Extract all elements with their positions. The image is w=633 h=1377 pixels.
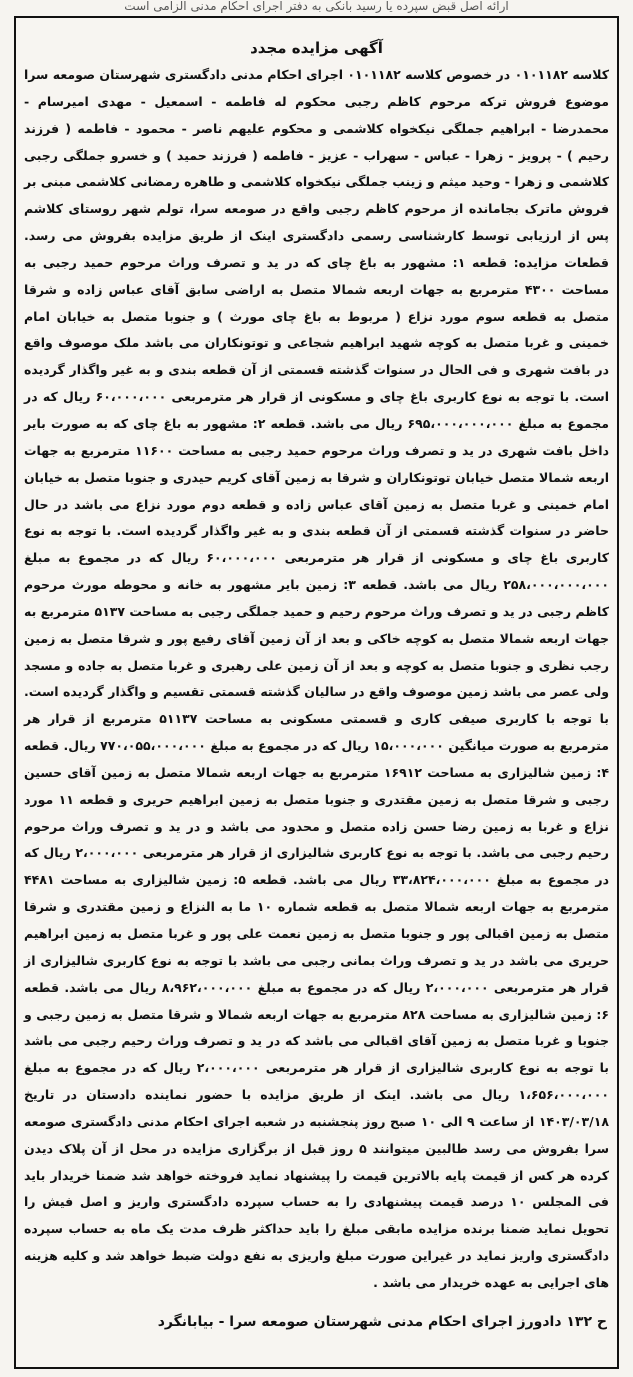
notice-body: کلاسه ۰۱۰۱۱۸۲ در خصوص کلاسه ۰۱۰۱۱۸۲ اجرای احکام مدنی دادگستری شهرستان صومعه سرا موضوع فروش ترکه مرحوم کاظم رجبی محکوم له فاطمه - اسمعیل - مهدی امیرسام - محمدرضا - ابراهیم جملگی نیکخواه کلاشمی و محکوم علیهم ناصر - محمود - فاطمه ( فرزند رحیم ) - پرویز - زهرا - عباس - سهراب - عزیز - فاطمه ( فرزند حمید ) و خسرو جملگی رجبی کلاشمی و زهرا - وحید میثم و زینب جملگی نیکخواه کلاشمی و طاهره رمضانی کلاشمی مبنی بر فروش ماترک بجامانده از مرحوم کاظم رجبی واقع در صومعه سرا، تولم شهر روستای کلاشم پس از ارزیابی توسط کارشناسی رسمی دادگستری اینک از طریق مزایده بفروش می رسد. قطعات مزایده: قطعه ۱: مشهور به باغ چای که در ید و تصرف وراث مرحوم حمید رجبی به مساحت ۴۳۰۰ مترمربع به جهات اربعه شمالا متصل به اراضی سابق آقای عباس زاده و شرقا متصل به قطعه سوم مورد نزاع ( مربوط به باغ چای مورث ) و جنوبا متصل به خیابان امام خمینی و غربا متصل به کوچه شهید ابراهیم شجاعی و توتونکاران می باشد ملک موصوف واقع در بافت شهری و فی الحال در سنوات گذشته قسمتی از آن قطعه بندی و به غیر واگذار گردیده است. با توجه به نوع کاربری باغ چای و مسکونی از قرار هر مترمربعی ۶۰،۰۰۰،۰۰۰ ریال که در مجموع به مبلغ ۶۹۵،۰۰۰،۰۰۰،۰۰۰ ریال می باشد. قطعه ۲: مشهور به باغ چای که به صورت بایر داخل بافت شهری در ید و تصرف وراث مرحوم حمید رجبی به مساحت ۱۱۶۰۰ مترمربع به جهات اربعه شمالا متصل خیابان توتونکاران و شرقا به زمین آقای کریم حیدری و جنوبا متصل به خیابان امام خمینی و غربا متصل به زمین آقای عباس زاده و قطعه دوم مورد نزاع می باشد در حال حاضر در سنوات گذشته قسمتی از آن قطعه بندی و به غیر واگذار گردیده است. با توجه به نوع کاربری باغ چای و مسکونی از قرار هر مترمربعی ۶۰،۰۰۰،۰۰۰ ریال که در مجموع به مبلغ ۲۵۸،۰۰۰،۰۰۰،۰۰۰ ریال می باشد. قطعه ۳: زمین بایر مشهور به خانه و محوطه مورث مرحوم کاظم رجبی در ید و تصرف وراث مرحوم رحیم و حمید جملگی رجبی به مساحت ۵۱۳۷ مترمربع به جهات اربعه شمالا متصل به کوچه خاکی و بعد از آن زمین آقای رفیع پور و شرقا متصل به زمین رجب نظری و جنوبا متصل به کوچه و بعد از آن زمین علی رهبری و غربا متصل به جاده و مسجد ولی عصر می باشد زمین موصوف واقع در سالیان گذشته قسمتی تقسیم و واگذار گردیده است. با توجه با کاربری صیفی کاری و قسمتی مسکونی به مساحت ۵۱۱۳۷ مترمربع از قرار هر مترمربع به صورت میانگین ۱۵،۰۰۰،۰۰۰ ریال که در مجموع به مبلغ ۷۷۰،۰۵۵،۰۰۰،۰۰۰ ریال. قطعه ۴: زمین شالیزاری به مساحت ۱۶۹۱۲ مترمربع به جهات اربعه شمالا متصل به زمین آقای حسین رجبی و شرقا متصل به زمین مقتدری و جنوبا متصل به زمین ابراهیم حریری و قطعه ۱۱ مورد نزاع و غربا به زمین رضا حسن زاده متصل و محدود می باشد و در ید و تصرف وراث مرحوم رحیم رجبی می باشد. با توجه به نوع کاربری شالیزاری از قرار هر مترمربعی ۲،۰۰۰،۰۰۰ ریال که در مجموع به مبلغ ۳۳،۸۲۴،۰۰۰،۰۰۰ ریال می باشد. قطعه ۵: زمین شالیزاری به مساحت ۴۴۸۱ مترمربع به جهات اربعه شمالا متصل به قطعه شماره ۱۰ ما به النزاع و زمین مقتدری و شرقا متصل به زمین اقبالی پور و جنوبا متصل به زمین نعمت علی پور و غربا متصل به زمین ابراهیم حریری می باشد در ید و تصرف وراث بمانی رجبی می باشد با توجه به نوع کاربری شالیزاری از قرار هر مترمربعی ۲،۰۰۰،۰۰۰ ریال که در مجموع به مبلغ ۸،۹۶۲،۰۰۰،۰۰۰ ریال می باشد. قطعه ۶: زمین شالیزاری به مساحت ۸۲۸ مترمربع به جهات اربعه شمالا و شرقا متصل به زمین رجبی و جنوبا و غربا متصل به زمین آقای اقبالی می باشد که در ید و تصرف وراث رحیم رجبی می باشد با توجه به نوع کاربری شالیزاری از قرار هر مترمربعی ۲،۰۰۰،۰۰۰ ریال که در مجموع به مبلغ ۱،۶۵۶،۰۰۰،۰۰۰ ریال می باشد. اینک از طریق مزایده با حضور نماینده دادستان در تاریخ ۱۴۰۳/۰۳/۱۸ از ساعت ۹ الی ۱۰ صبح روز پنجشنبه در شعبه اجرای احکام مدنی دادگستری صومعه سرا بفروش می رسد طالبین میتوانند ۵ روز قبل از برگزاری مزایده در محل از آن پلاک دیدن کرده هر کس از قیمت پایه بالاترین قیمت را پیشنهاد نماید فروخته خواهد شد ضمنا خریدار باید فی المجلس ۱۰ درصد قیمت پیشنهادی را به حساب سپرده دادگستری واریز و اصل فیش را تحویل نماید ضمنا برنده مزایده مابقی مبلغ را باید حداکثر ظرف مدت یک ماه به حساب سپرده دادگستری واریز نماید در غیراین صورت مبلغ واریزی به نفع دولت ضبط خواهد شد و کلیه هزینه های اجرایی به عهده خریدار می باشد . [24,67,610,1290]
notice-signature: ح ۱۳۲ دادورز اجرای احکام مدنی شهرستان صومعه سرا - بیابانگرد [157,1314,607,1330]
previous-notice-fragment: ارائه اصل قبض سپرده یا رسید بانکی به دفتر اجرای احکام مدنی الزامی است [124,0,509,13]
notice-frame [14,16,619,1369]
notice-title: آگهی مزایده مجدد [250,39,383,57]
